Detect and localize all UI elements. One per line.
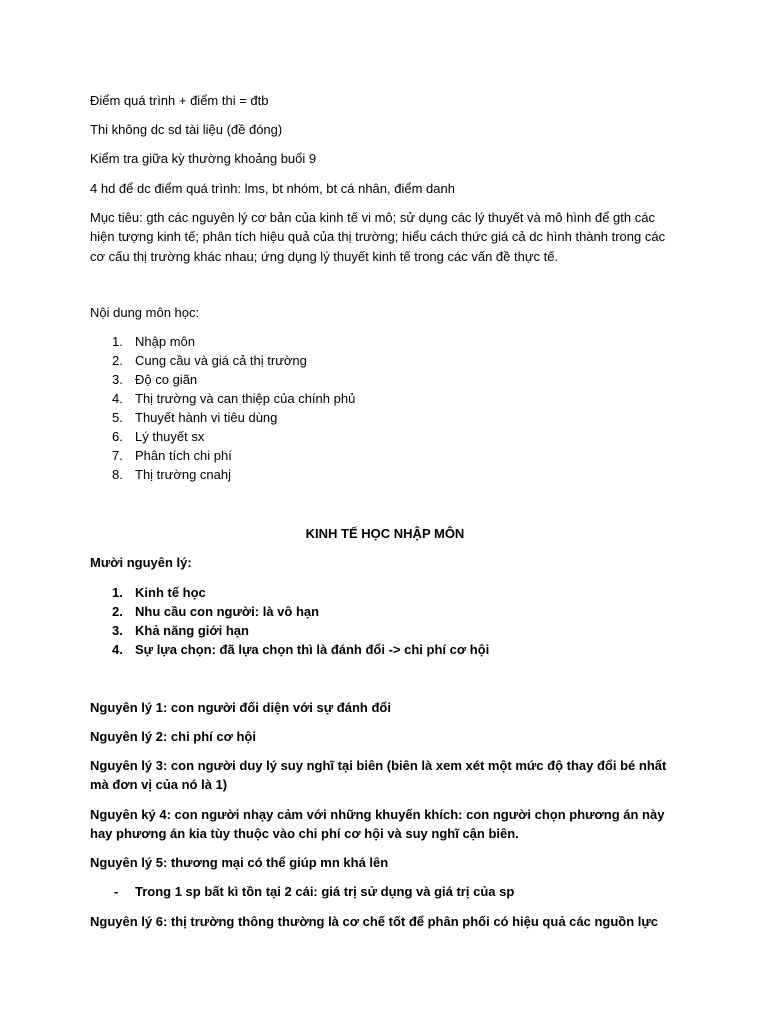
principles-heading: Mười nguyên lý: bbox=[90, 555, 192, 571]
list-number: 5. bbox=[112, 410, 123, 426]
principle-3: Nguyên lý 3: con người duy lý suy nghĩ tại biên (biên là xem xét một mức độ thay đổi bé nhất mà đơn vị của nó là 1) bbox=[90, 757, 667, 793]
list-item bbox=[90, 583, 680, 602]
bullet-text: Trong 1 sp bất kì tồn tại 2 cái: giá trị sử dụng và giá trị của sp bbox=[135, 884, 515, 900]
list-number: 4. bbox=[112, 391, 123, 407]
list-number: 1. bbox=[112, 584, 123, 600]
principle-5-bullet bbox=[90, 882, 680, 902]
intro-line-4: 4 hd để dc điểm quá trình: lms, bt nhóm, bt cá nhân, điểm danh bbox=[90, 180, 455, 196]
list-number: 4. bbox=[112, 641, 123, 657]
principle-5: Nguyên lý 5: thương mại có thể giúp mn khá lên bbox=[90, 855, 389, 871]
list-item bbox=[90, 427, 680, 446]
list-item-text: Lý thuyết sx bbox=[135, 429, 205, 445]
list-item-text: Thị trường và can thiệp của chính phủ bbox=[135, 391, 356, 407]
blank-line bbox=[90, 276, 680, 303]
list-number: 3. bbox=[112, 622, 123, 638]
list-item bbox=[90, 446, 680, 465]
list-number: 1. bbox=[112, 334, 123, 350]
list-item bbox=[90, 621, 680, 640]
list-item bbox=[90, 389, 680, 408]
list-item-text: Nhu cầu con người: là vô hạn bbox=[135, 603, 320, 619]
dash-marker: - bbox=[114, 884, 119, 900]
list-item-text: Thuyết hành vi tiêu dùng bbox=[135, 410, 278, 426]
list-number: 7. bbox=[112, 448, 123, 464]
intro-line-3: Kiểm tra giữa kỳ thường khoảng buổi 9 bbox=[90, 151, 317, 167]
objectives-paragraph: Mục tiêu: gth các nguyên lý cơ bản của kinh tế vi mô; sử dụng các lý thuyết và mô hình để gth các hiện tượng kinh tế; phân tích hiệu quả của thị trường; hiểu cách thức giá cả dc hình thành trong các cơ cấu thị trường khác nhau; ứng dụng lý thuyết kinh tế trong các vấn đề thực tế. bbox=[90, 209, 666, 264]
list-item-text: Sự lựa chọn: đã lựa chọn thì là đánh đổi -> chi phí cơ hội bbox=[135, 641, 490, 657]
list-item bbox=[90, 465, 680, 484]
list-item bbox=[90, 351, 680, 370]
list-number: 3. bbox=[112, 372, 123, 388]
blank-line bbox=[90, 659, 680, 698]
list-item-text: Nhập môn bbox=[135, 334, 195, 350]
intro-line-2: Thi không dc sd tài liệu (đề đóng) bbox=[90, 122, 283, 138]
list-item bbox=[90, 408, 680, 427]
document-page bbox=[90, 91, 680, 941]
intro-line-1: Điểm quá trình + điểm thi = đtb bbox=[90, 93, 269, 108]
list-item bbox=[90, 332, 680, 351]
principles-list bbox=[90, 583, 680, 659]
principle-4: Nguyên ký 4: con người nhạy cảm với những khuyến khích: con người chọn phương án này hay phương án kia tùy thuộc vào chi phí cơ hội và suy nghĩ cận biên. bbox=[90, 806, 665, 842]
list-number: 2. bbox=[112, 353, 123, 369]
principle-1: Nguyên lý 1: con người đối diện với sự đánh đổi bbox=[90, 699, 391, 715]
list-item bbox=[90, 370, 680, 389]
list-number: 6. bbox=[112, 429, 123, 445]
list-item-text: Thị trường cnahj bbox=[135, 467, 231, 483]
list-item-text: Khả năng giới hạn bbox=[135, 622, 249, 638]
list-item-text: Độ co giãn bbox=[135, 372, 198, 388]
list-item-text: Phân tích chi phí bbox=[135, 448, 232, 464]
list-item-text: Cung cầu và giá cả thị trường bbox=[135, 353, 307, 369]
content-heading: Nội dung môn học: bbox=[90, 304, 200, 320]
list-item bbox=[90, 640, 680, 659]
list-number: 8. bbox=[112, 467, 123, 483]
content-list bbox=[90, 332, 680, 484]
principle-6: Nguyên lý 6: thị trường thông thường là cơ chế tốt để phân phối có hiệu quả các nguồn lực bbox=[90, 913, 659, 929]
blank-line bbox=[90, 484, 680, 524]
principle-2: Nguyên lý 2: chi phí cơ hội bbox=[90, 728, 256, 744]
list-item bbox=[90, 602, 680, 621]
section-title: KINH TẾ HỌC NHẬP MÔN bbox=[305, 526, 465, 542]
list-item-text: Kinh tế học bbox=[135, 584, 206, 600]
list-number: 2. bbox=[112, 603, 123, 619]
